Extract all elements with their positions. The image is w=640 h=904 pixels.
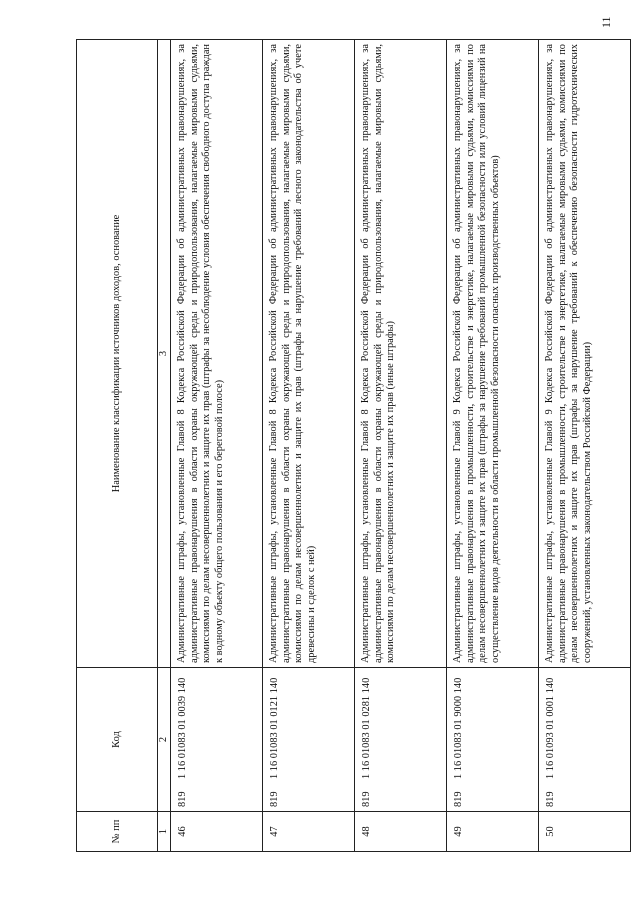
column-number: 3 xyxy=(158,40,171,668)
classification-code xyxy=(355,668,447,812)
classification-code xyxy=(263,668,355,812)
header-num: № пп xyxy=(77,812,158,852)
row-number: 47 xyxy=(263,812,355,852)
document-page xyxy=(76,40,593,852)
agency-code: 819 xyxy=(361,791,372,807)
table-row xyxy=(539,40,631,852)
table-row xyxy=(447,40,539,852)
agency-code: 819 xyxy=(269,791,280,807)
revenue-classification-table xyxy=(76,39,631,852)
classification-code xyxy=(171,668,263,812)
column-number: 1 xyxy=(158,812,171,852)
budget-code: 1 16 01083 01 0039 140 xyxy=(177,677,188,779)
classification-name: Административные штрафы, установленные Главой 8 Кодекса Российской Федерации об административных правонарушениях, за административные правонарушения в области охраны окружающей среды и природопользования, налагаемые мировыми судьями, комиссиями по делам несовершеннолетних и защите их прав (иные штрафы) xyxy=(355,40,447,668)
table-row xyxy=(171,40,263,852)
classification-name: Административные штрафы, установленные Главой 8 Кодекса Российской Федерации об административных правонарушениях, за административные правонарушения в области охраны окружающей среды и природопользования, налагаемые мировыми судьями, комиссиями по делам несовершеннолетних и защите их прав (штрафы за несоблюдение условия обеспечения свободного доступа граждан к водному объекту общего пользования и его береговой полосе) xyxy=(171,40,263,668)
classification-name: Административные штрафы, установленные Главой 9 Кодекса Российской Федерации об административных правонарушениях, за административные правонарушения в промышленности, строительстве и энергетике, налагаемые мировыми судьями, комиссиями по делам несовершеннолетних и защите их прав (штрафы за нарушение требований промышленной безопасности или условий лицензий на осуществление видов деятельности в области промышленной безопасности опасных производственных объектов) xyxy=(447,40,539,668)
agency-code: 819 xyxy=(177,791,188,807)
classification-name: Административные штрафы, установленные Главой 9 Кодекса Российской Федерации об административных правонарушениях, за административные правонарушения в промышленности, строительстве и энергетике, налагаемые мировыми судьями, комиссиями по делам несовершеннолетних и защите их прав (штрафы за нарушение требований к обеспечению безопасности гидротехнических сооружений, установленных законодательством Российской Федерации) xyxy=(539,40,631,668)
classification-name: Административные штрафы, установленные Главой 8 Кодекса Российской Федерации об административных правонарушениях, за административные правонарушения в области охраны окружающей среды и природопользования, налагаемые мировыми судьями, комиссиями по делам несовершеннолетних и защите их прав (штрафы за нарушение требований лесного законодательства об учете древесины и сделок с ней) xyxy=(263,40,355,668)
row-number: 48 xyxy=(355,812,447,852)
classification-code xyxy=(447,668,539,812)
budget-code: 1 16 01083 01 9000 140 xyxy=(453,677,464,779)
column-number: 2 xyxy=(158,668,171,812)
table-row xyxy=(355,40,447,852)
budget-code: 1 16 01093 01 0001 140 xyxy=(545,677,556,779)
row-number: 49 xyxy=(447,812,539,852)
row-number: 50 xyxy=(539,812,631,852)
agency-code: 819 xyxy=(545,791,556,807)
budget-code: 1 16 01083 01 0121 140 xyxy=(269,677,280,779)
page-number: 11 xyxy=(599,16,613,28)
column-number-row xyxy=(158,40,171,852)
table-row xyxy=(263,40,355,852)
header-code: Код xyxy=(77,668,158,812)
budget-code: 1 16 01083 01 0281 140 xyxy=(361,677,372,779)
classification-code xyxy=(539,668,631,812)
agency-code: 819 xyxy=(453,791,464,807)
row-number: 46 xyxy=(171,812,263,852)
header-name: Наименование классификации источников доходов, основание xyxy=(77,40,158,668)
table-header-row xyxy=(77,40,158,852)
